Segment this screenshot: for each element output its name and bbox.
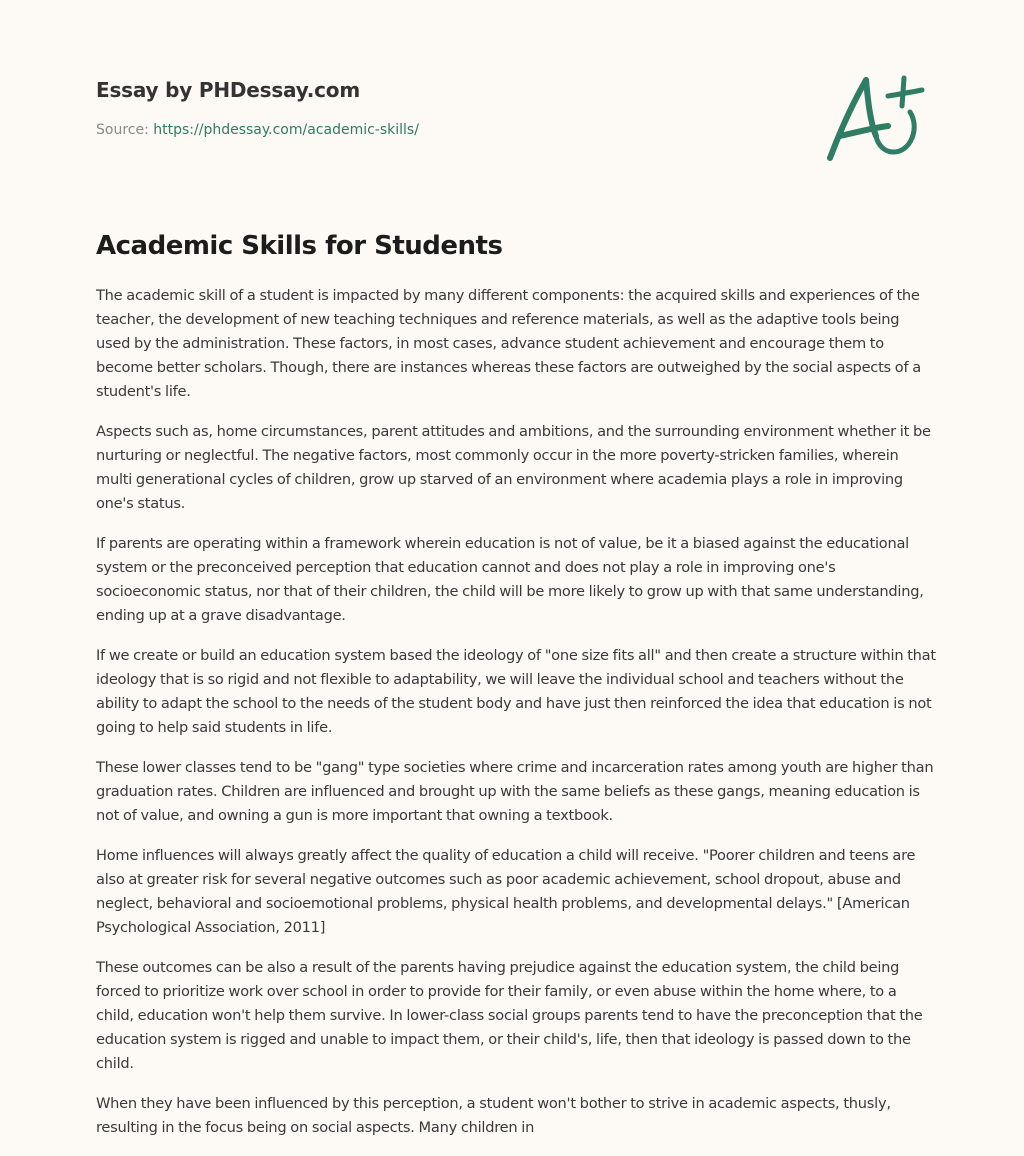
source-link[interactable]: https://phdessay.com/academic-skills/ [153, 122, 419, 138]
paragraph: Aspects such as, home circumstances, parent attitudes and ambitions, and the surrounding environment whether it be nurturing or neglectful. The negative factors, most commonly occur in the more poverty-stricken families, wherein multi generational cycles of children, grow up starved of an environment where academia plays a role in improving one's status. [96, 423, 931, 512]
page-header [96, 76, 926, 140]
paragraph: When they have been influenced by this perception, a student won't bother to strive in academic aspects, thusly, resulting in the focus being on social aspects. Many children in [96, 1095, 891, 1136]
paragraph: These lower classes tend to be "gang" type societies where crime and incarceration rates among youth are higher than graduation rates. Children are influenced and brought up with the same beliefs as these gangs, meaning education is not of value, and owning a gun is more important that owning a textbook. [96, 759, 934, 824]
document-title: Academic Skills for Students [96, 231, 503, 261]
a-plus-grade-icon [820, 66, 930, 166]
source-label: Source: [96, 122, 154, 138]
paragraph: These outcomes can be also a result of the parents having prejudice against the education system, the child being forced to prioritize work over school in order to provide for their family, or even abuse within the home where, to a child, education won't help them survive. In lower-class social groups parents tend to have the preconception that the education system is rigged and unable to impact them, or their child's, life, then that ideology is passed down to the child. [96, 959, 923, 1072]
site-title: Essay by PHDessay.com [96, 78, 360, 102]
source-line [96, 120, 926, 140]
paragraph: If parents are operating within a framework wherein education is not of value, be it a biased against the educational system or the preconceived perception that education cannot and does not play a role in improving one's socioeconomic status, nor that of their children, the child will be more likely to grow up with that same understanding, ending up at a grave disadvantage. [96, 535, 924, 624]
document-body [96, 284, 936, 1156]
paragraph: If we create or build an education system based the ideology of "one size fits all" and then create a structure within that ideology that is so rigid and not flexible to adaptability, we will leave the individual school and teachers without the ability to adapt the school to the needs of the student body and have just then reinforced the idea that education is not going to help said students in life. [96, 647, 936, 736]
paragraph: Home influences will always greatly affect the quality of education a child will receive. "Poorer children and teens are also at greater risk for several negative outcomes such as poor academic achievement, school dropout, abuse and neglect, behavioral and socioemotional problems, physical health problems, and developmental delays." [American Psychological Association, 2011] [96, 847, 916, 936]
paragraph: The academic skill of a student is impacted by many different components: the acquired skills and experiences of the teacher, the development of new teaching techniques and reference materials, as well as the adaptive tools being used by the administration. These factors, in most cases, advance student achievement and encourage them to become better scholars. Though, there are instances whereas these factors are outweighed by the social aspects of a student's life. [96, 287, 921, 400]
